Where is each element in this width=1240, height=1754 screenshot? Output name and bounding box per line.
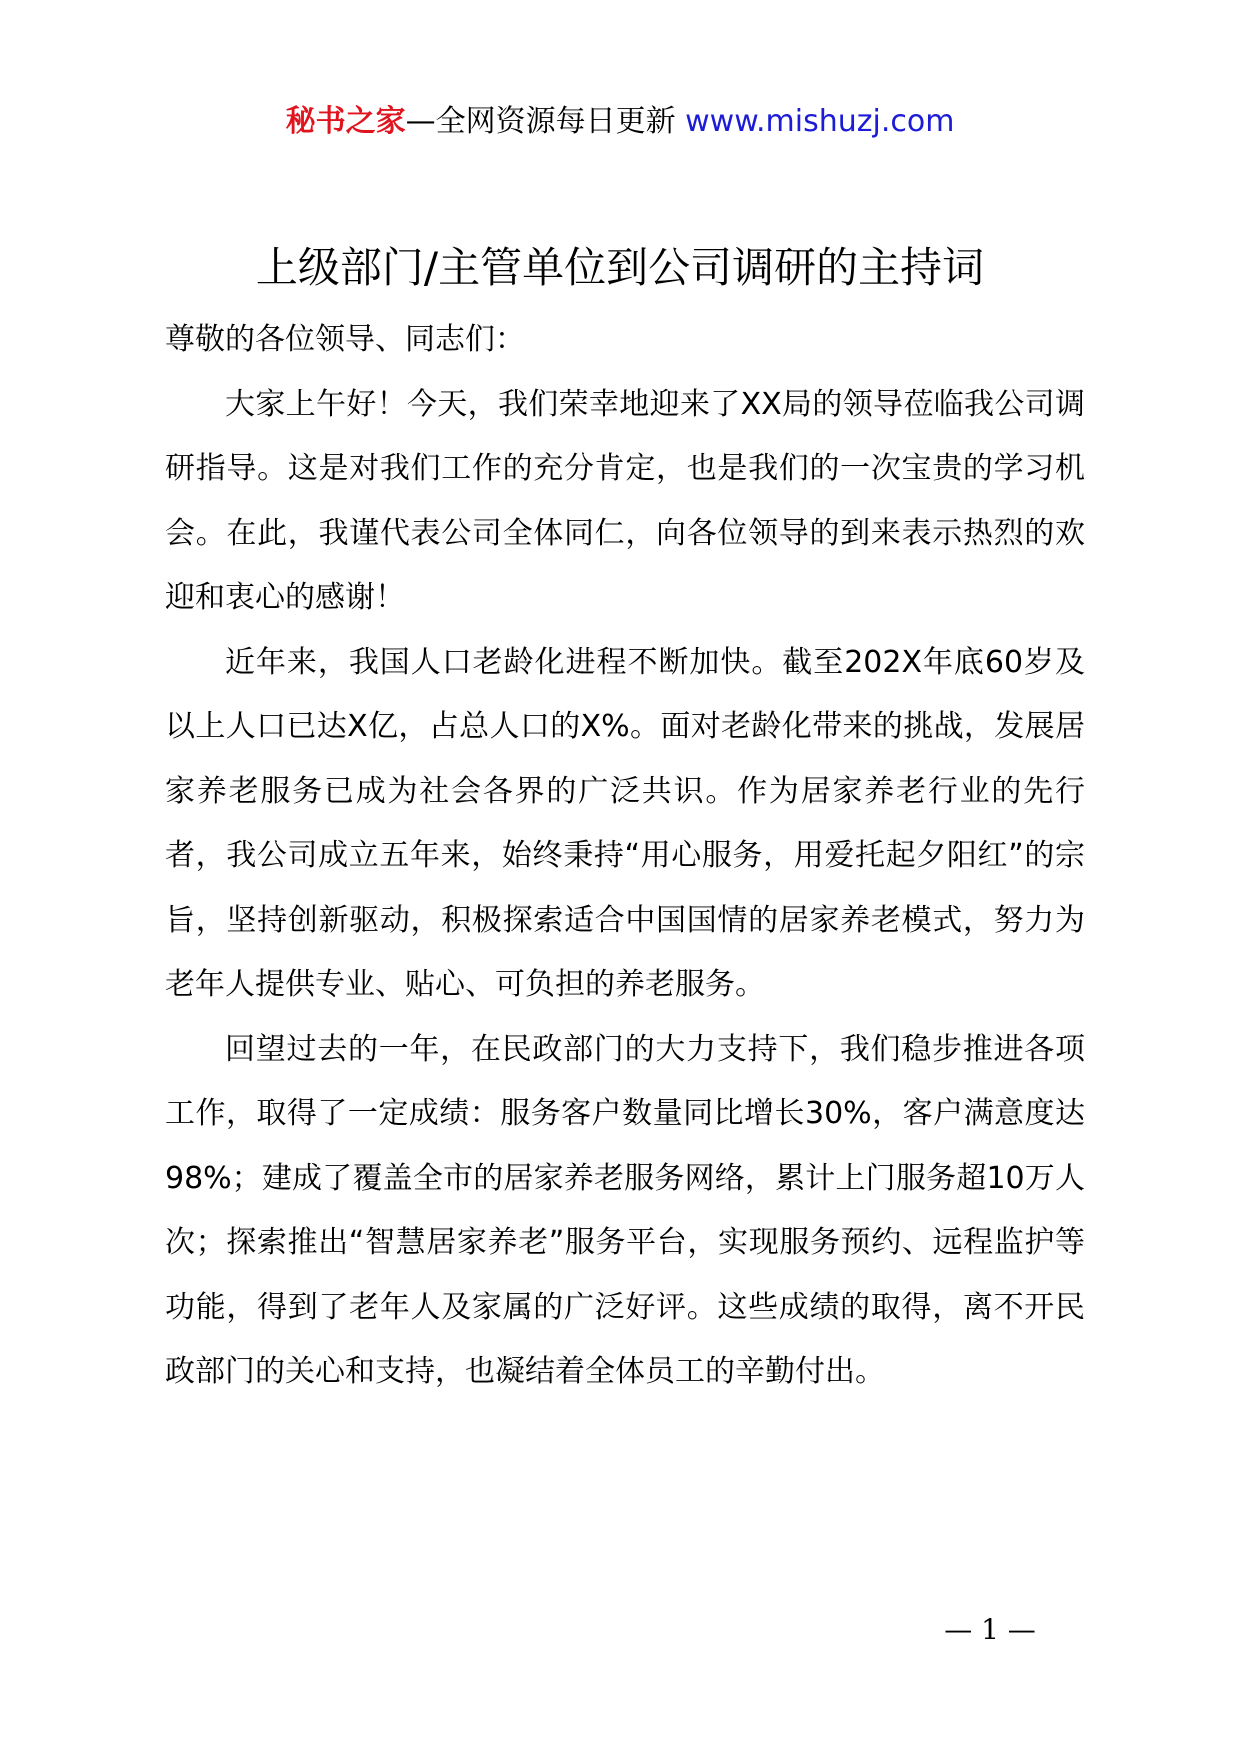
site-header [0, 100, 1240, 144]
paragraph: 近年来，我国人口老龄化进程不断加快。截至202X年底60岁及以上人口已达X亿，占总人口的X%。面对老龄化带来的挑战，发展居家养老服务已成为社会各界的广泛共识。作为居家养老行业的先行者，我公司成立五年来，始终秉持“用心服务，用爱托起夕阳红”的宗旨，坚持创新驱动，积极探索适合中国国情的居家养老模式，努力为老年人提供专业、贴心、可负担的养老服务。 [165, 644, 1085, 1002]
document-body [165, 308, 1085, 1405]
brand-name: 秘书之家 [285, 104, 406, 139]
paragraph: 回望过去的一年，在民政部门的大力支持下，我们稳步推进各项工作，取得了一定成绩：服务客户数量同比增长30%，客户满意度达98%；建成了覆盖全市的居家养老服务网络，累计上门服务超10万人次；探索推出“智慧居家养老”服务平台，实现服务预约、远程监护等功能，得到了老年人及家属的广泛好评。这些成绩的取得，离不开民政部门的关心和支持，也凝结着全体员工的辛勤付出。 [165, 1031, 1085, 1389]
page-number: — 1 — [944, 1613, 1036, 1646]
document-title: 上级部门/主管单位到公司调研的主持词 [255, 243, 985, 292]
site-url: www.mishuzj.com [685, 104, 955, 139]
salutation: 尊敬的各位领导、同志们： [165, 322, 525, 357]
header-tagline: —全网资源每日更新 [405, 104, 676, 139]
paragraph: 大家上午好！今天，我们荣幸地迎来了XX局的领导莅临我公司调研指导。这是对我们工作的充分肯定，也是我们的一次宝贵的学习机会。在此，我谨代表公司全体同仁，向各位领导的到来表示热烈的欢迎和衷心的感谢！ [165, 386, 1085, 615]
